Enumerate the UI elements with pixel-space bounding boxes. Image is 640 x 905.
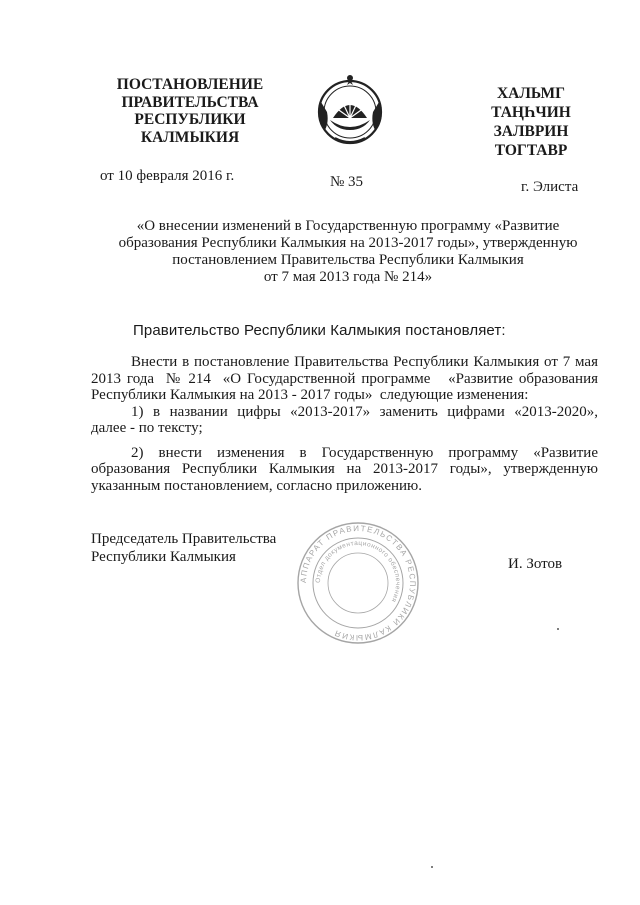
header-left-line: КАЛМЫКИЯ: [140, 128, 240, 146]
document-number: № 35: [330, 174, 364, 190]
stamp-inner-text: Отдел документационного обеспечения: [314, 539, 402, 604]
signer-position-line: Председатель Правительства: [91, 531, 277, 547]
header-right-title: [466, 84, 596, 160]
header-left-line: ПРАВИТЕЛЬСТВА: [121, 93, 259, 111]
body-line: 1) в названии цифры «2013-2017» заменить цифрами «2013-2020»,: [131, 403, 598, 420]
scan-speck: [557, 628, 559, 630]
body-line: Внести в постановление Правительства Республики Калмыкия от 7 мая: [131, 354, 598, 370]
body-line: указанным постановлением, согласно приложению.: [91, 477, 423, 494]
header-right-line: ХАЛЬМГ: [496, 85, 566, 102]
scan-speck: [431, 866, 433, 868]
document-date: от 10 февраля 2016 г.: [100, 168, 235, 184]
header-left-line: ПОСТАНОВЛЕНИЕ: [116, 76, 264, 93]
stamp-outer-text: АППАРАТ ПРАВИТЕЛЬСТВА РЕСПУБЛИКИ КАЛМЫКИЯ: [298, 523, 418, 643]
body-line: 2013 года № 214 «О Государственной программе «Развитие образования: [91, 370, 598, 387]
title-line: «О внесении изменений в Государственную программу «Развитие: [136, 218, 560, 234]
title-line: от 7 мая 2013 года № 214»: [263, 269, 433, 285]
header-left-line: РЕСПУБЛИКИ: [134, 111, 246, 128]
document-city: г. Элиста: [521, 179, 579, 195]
body-line: образования Республики Калмыкия на 2013-2017 годы», утвержденную: [91, 461, 598, 477]
title-line: образования Республики Калмыкия на 2013-2017 годы», утвержденную: [118, 235, 578, 251]
official-round-stamp-icon: [295, 520, 421, 646]
paragraph-main: [91, 354, 598, 404]
document-title: [100, 218, 596, 286]
header-right-line: ТАҢҺЧИН: [491, 104, 571, 121]
title-line: постановлением Правительства Республики Калмыкия: [172, 252, 524, 268]
paragraph-item-1: [91, 404, 598, 437]
kalmykia-coat-of-arms-icon: [313, 72, 387, 152]
header-right-line: ТОГТАВР: [494, 142, 568, 159]
header-right-line: ЗАЛВРИН: [493, 123, 569, 140]
body-line: Республики Калмыкия на 2013 - 2017 годы» следующие изменения:: [91, 387, 529, 403]
document-body: [91, 354, 598, 494]
paragraph-item-2: [91, 445, 598, 495]
header-left-title: [105, 76, 275, 146]
signer-position-line: Республики Калмыкия: [91, 549, 236, 565]
signer-name: И. Зотов: [508, 556, 563, 572]
signer-position: [91, 530, 276, 566]
resolution-statement: Правительство Республики Калмыкия постановляет:: [133, 322, 506, 339]
body-line: далее - по тексту;: [91, 420, 203, 436]
body-line: 2) внести изменения в Государственную программу «Развитие: [131, 444, 598, 461]
